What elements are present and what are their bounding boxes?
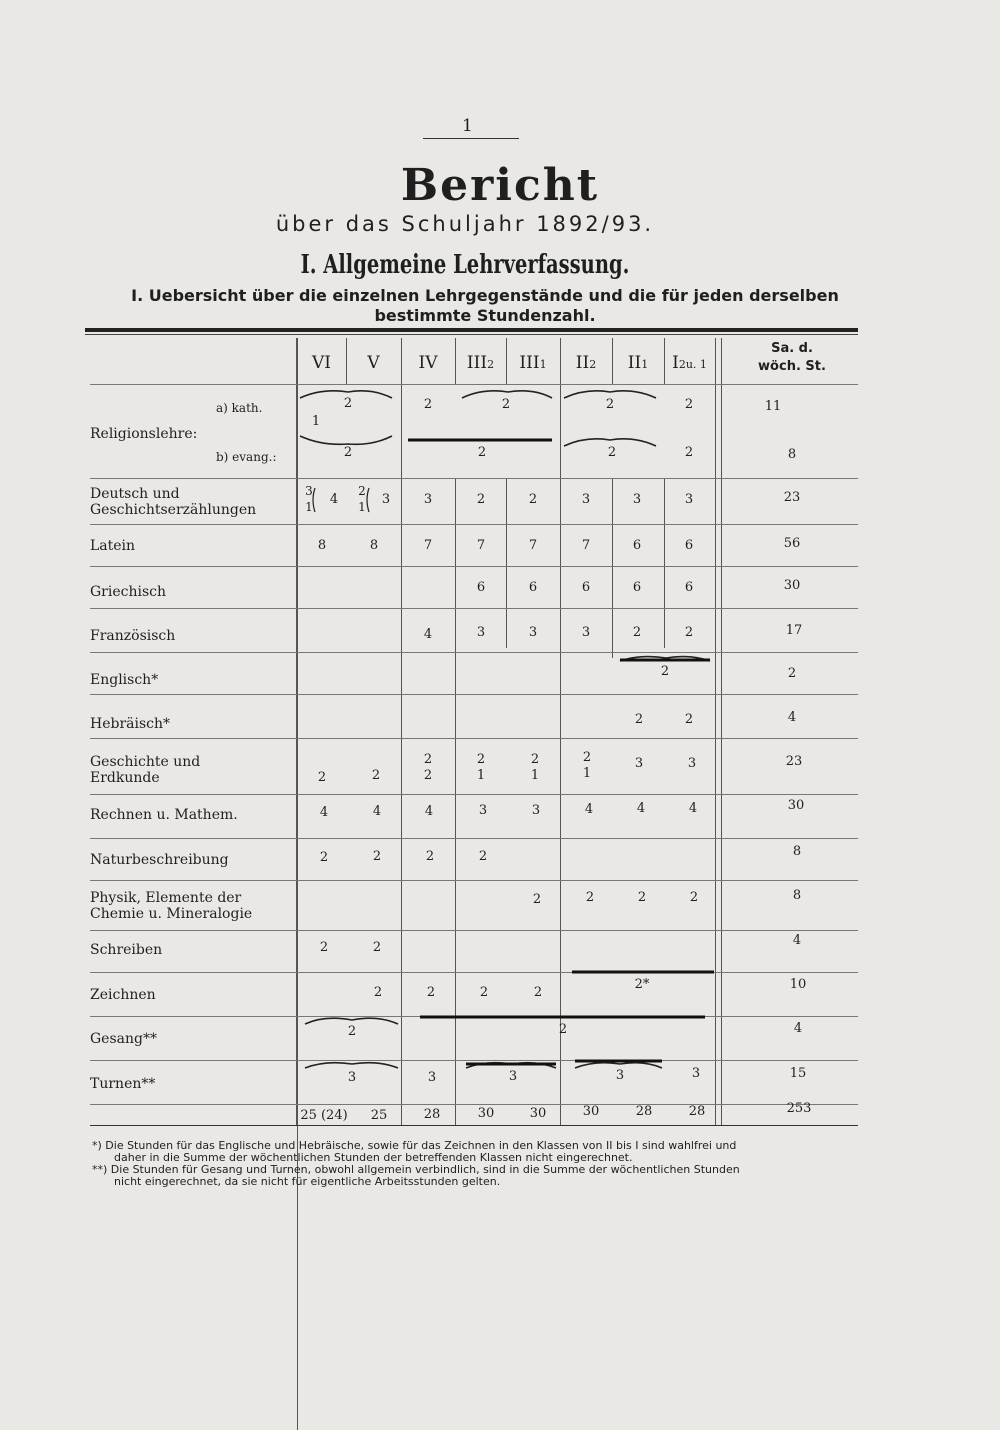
cell-turnen-sum: 15	[789, 1066, 807, 1081]
cell-total-iv: 28	[423, 1107, 441, 1122]
cell-evang-sum: 8	[787, 447, 797, 462]
col-header-i-sub: 2	[678, 358, 686, 371]
cell-kath-vi: 1	[311, 414, 321, 429]
cell-latein-iv: 7	[423, 538, 433, 553]
cell-gesch-ii2-b: 1	[582, 766, 592, 781]
col-header-v: V	[367, 353, 380, 373]
col-header-sum-line1: Sa. d.	[771, 341, 813, 356]
col-header-sum-line2: wöch. St.	[758, 359, 826, 374]
cell-latein-i: 6	[684, 538, 694, 553]
cell-hebr-i: 2	[684, 712, 694, 727]
cell-total-ii1: 28	[635, 1104, 653, 1119]
report-subtitle: über das Schuljahr 1892/93.	[275, 212, 655, 236]
cell-franz-iii1: 3	[528, 625, 538, 640]
cell-gesang-rest: 2	[558, 1022, 568, 1037]
cell-schreiben-v: 2	[372, 940, 382, 955]
col-header-vi: VI	[312, 353, 331, 373]
cell-kath-i: 2	[684, 397, 694, 412]
cell-total-ii2: 30	[582, 1104, 600, 1119]
col-header-ii1-main: II	[627, 353, 642, 373]
cell-griechisch-ii1: 6	[632, 580, 642, 595]
cell-gesch-iii2-a: 2	[476, 752, 486, 767]
cell-gesch-ii1: 3	[634, 756, 644, 771]
cell-latein-ii1: 6	[632, 538, 642, 553]
cell-turnen-iii: 3	[508, 1069, 518, 1084]
cell-deutsch-iii2: 2	[476, 492, 486, 507]
cell-kath-iv: 2	[423, 397, 433, 412]
cell-gesch-sum: 23	[785, 754, 803, 769]
row-label-franzoesisch: Französisch	[90, 628, 176, 644]
footnote-2a: **) Die Stunden für Gesang und Turnen, obwohl allgemein verbindlich, sind in die Summe der wöchentlichen Stunden	[92, 1163, 740, 1176]
cell-deutsch-i: 3	[684, 492, 694, 507]
cell-deutsch-vi: 4	[329, 492, 339, 507]
cell-total-vi: 25 (24)	[300, 1108, 348, 1123]
cell-total-iii1: 30	[529, 1106, 547, 1121]
cell-latein-ii2: 7	[581, 538, 591, 553]
cell-deutsch-vi-b: 1	[305, 500, 313, 514]
col-header-i-mid: u.	[685, 358, 700, 371]
cell-englisch-sum: 2	[787, 666, 797, 681]
cell-franz-sum: 17	[785, 623, 803, 638]
cell-deutsch-v-a: 2	[358, 484, 366, 498]
cell-deutsch-iii1: 2	[528, 492, 538, 507]
row-label-evang: b) evang.:	[216, 450, 277, 464]
cell-deutsch-v-b: 1	[358, 500, 366, 514]
cell-kath-iii: 2	[501, 397, 511, 412]
cell-zeichnen-ii-i: 2*	[634, 977, 650, 992]
col-header-iii2-sub: 2	[487, 358, 495, 371]
cell-turnen-ii: 3	[615, 1068, 625, 1083]
cell-rechnen-iii2: 3	[478, 803, 488, 818]
footnote-1a: *) Die Stunden für das Englische und Hebräische, sowie für das Zeichnen in den Klassen von II bis I sind wahlfrei und	[92, 1139, 737, 1152]
cell-franz-ii1: 2	[632, 625, 642, 640]
col-header-iii1-sub: 1	[539, 358, 547, 371]
row-label-zeichnen: Zeichnen	[90, 987, 156, 1003]
cell-deutsch-v: 3	[381, 492, 391, 507]
table-heading-line1: I. Uebersicht über die einzelnen Lehrgegenstände und die für jeden derselben	[131, 286, 839, 305]
row-label-griechisch: Griechisch	[90, 584, 167, 600]
cell-schreiben-sum: 4	[792, 933, 802, 948]
row-label-physik-1: Physik, Elemente der	[90, 890, 242, 906]
cell-rechnen-sum: 30	[787, 798, 805, 813]
cell-gesch-iii1-b: 1	[530, 768, 540, 783]
cell-kath-vi-v: 2	[343, 396, 353, 411]
row-label-natur: Naturbeschreibung	[90, 852, 229, 868]
cell-natur-v: 2	[372, 849, 382, 864]
cell-kath-sum: 11	[764, 399, 782, 414]
cell-rechnen-ii2: 4	[584, 802, 594, 817]
cell-physik-i: 2	[689, 890, 699, 905]
col-header-ii1-sub: 1	[641, 358, 649, 371]
cell-rechnen-ii1: 4	[636, 801, 646, 816]
cell-evang-ii: 2	[607, 445, 617, 460]
cell-deutsch-ii1: 3	[632, 492, 642, 507]
cell-physik-ii2: 2	[585, 890, 595, 905]
cell-latein-vi: 8	[317, 538, 327, 553]
cell-griechisch-i: 6	[684, 580, 694, 595]
cell-total-iii2: 30	[477, 1106, 495, 1121]
row-label-geschichte-1: Geschichte und	[90, 754, 201, 770]
cell-gesch-i: 3	[687, 756, 697, 771]
cell-gesch-iii1-a: 2	[530, 752, 540, 767]
cell-latein-iii2: 7	[476, 538, 486, 553]
cell-kath-ii: 2	[605, 397, 615, 412]
cell-rechnen-vi: 4	[319, 805, 329, 820]
row-label-religion: Religionslehre:	[90, 426, 198, 442]
cell-latein-v: 8	[369, 538, 379, 553]
row-label-hebraeisch: Hebräisch*	[90, 716, 171, 732]
cell-zeichnen-iv: 2	[426, 985, 436, 1000]
cell-franz-i: 2	[684, 625, 694, 640]
row-label-turnen: Turnen**	[90, 1076, 156, 1092]
row-label-englisch: Englisch*	[90, 672, 159, 688]
cell-griechisch-iii1: 6	[528, 580, 538, 595]
cell-deutsch-sum: 23	[783, 490, 801, 505]
row-label-deutsch-1: Deutsch und	[90, 486, 180, 502]
cell-natur-iii2: 2	[478, 849, 488, 864]
cell-franz-iii2: 3	[476, 625, 486, 640]
cell-franz-iv: 4	[423, 627, 433, 642]
col-header-ii2-sub: 2	[589, 358, 597, 371]
cell-evang-vi-v: 2	[343, 445, 353, 460]
cell-physik-sum: 8	[792, 888, 802, 903]
cell-gesch-v: 2	[371, 768, 381, 783]
report-title: Bericht	[400, 160, 600, 211]
cell-gesch-iv-b: 2	[423, 768, 433, 783]
cell-zeichnen-sum: 10	[789, 977, 807, 992]
cell-hebr-ii1: 2	[634, 712, 644, 727]
cell-deutsch-ii2: 3	[581, 492, 591, 507]
cell-griechisch-iii2: 6	[476, 580, 486, 595]
cell-zeichnen-v: 2	[373, 985, 383, 1000]
row-label-physik-2: Chemie u. Mineralogie	[90, 906, 253, 922]
cell-gesang-sum: 4	[793, 1021, 803, 1036]
cell-gesch-iv-a: 2	[423, 752, 433, 767]
row-label-gesang: Gesang**	[90, 1031, 157, 1047]
row-label-schreiben: Schreiben	[90, 942, 163, 958]
footnote-1b: daher in die Summe der wöchentlichen Stunden der betreffenden Klassen nicht eingerechnet.	[114, 1151, 633, 1164]
cell-turnen-iv: 3	[427, 1070, 437, 1085]
footnote-2b: nicht eingerechnet, da sie nicht für eigentliche Arbeitsstunden gelten.	[114, 1175, 501, 1188]
cell-physik-iii1: 2	[532, 892, 542, 907]
row-label-latein: Latein	[90, 538, 136, 554]
cell-deutsch-iv: 3	[423, 492, 433, 507]
cell-gesang-vi-v: 2	[347, 1024, 357, 1039]
cell-franz-ii2: 3	[581, 625, 591, 640]
cell-griechisch-sum: 30	[783, 578, 801, 593]
brace-turnen-vi-v	[305, 1063, 398, 1068]
cell-rechnen-v: 4	[372, 804, 382, 819]
row-label-geschichte-2: Erdkunde	[90, 770, 160, 786]
cell-rechnen-iv: 4	[424, 804, 434, 819]
cell-total-v: 25	[370, 1108, 388, 1123]
section-heading: I. Allgemeine Lehrverfassung.	[300, 250, 630, 280]
row-label-deutsch-2: Geschichtserzählungen	[90, 502, 257, 518]
cell-turnen-vi-v: 3	[347, 1070, 357, 1085]
cell-deutsch-vi-a: 3	[305, 484, 313, 498]
col-header-i-main: I	[672, 353, 679, 373]
cell-evang-iv-iii: 2	[477, 445, 487, 460]
cell-rechnen-i: 4	[688, 801, 698, 816]
col-header-iii2-main: III	[466, 353, 488, 373]
cell-zeichnen-iii1: 2	[533, 985, 543, 1000]
cell-natur-vi: 2	[319, 850, 329, 865]
cell-gesch-vi: 2	[317, 770, 327, 785]
cell-englisch-ii1-i: 2	[660, 664, 670, 679]
cell-evang-i: 2	[684, 445, 694, 460]
cell-latein-sum: 56	[783, 536, 801, 551]
cell-schreiben-vi: 2	[319, 940, 329, 955]
cell-gesch-iii2-b: 1	[476, 768, 486, 783]
cell-total-sum: 253	[786, 1101, 812, 1116]
col-header-iii1-main: III	[519, 353, 540, 373]
cell-griechisch-ii2: 6	[581, 580, 591, 595]
cell-latein-iii1: 7	[528, 538, 538, 553]
cell-total-i: 28	[688, 1104, 706, 1119]
cell-natur-sum: 8	[792, 844, 802, 859]
brace-evang-vi-v	[300, 436, 392, 444]
cell-rechnen-iii1: 3	[531, 803, 541, 818]
col-header-ii2-main: II	[575, 353, 590, 373]
row-label-kath: a) kath.	[216, 401, 263, 415]
cell-gesch-ii2-a: 2	[582, 750, 592, 765]
table-heading-line2: bestimmte Stundenzahl.	[374, 306, 596, 325]
cell-zeichnen-iii2: 2	[479, 985, 489, 1000]
cell-hebr-sum: 4	[787, 710, 797, 725]
page-number: 1	[462, 116, 473, 136]
col-header-iv: IV	[418, 353, 438, 373]
cell-physik-ii1: 2	[637, 890, 647, 905]
row-label-rechnen: Rechnen u. Mathem.	[90, 807, 238, 823]
col-header-i-sub2: 1	[699, 358, 707, 371]
cell-turnen-i: 3	[691, 1066, 701, 1081]
cell-natur-iv: 2	[425, 849, 435, 864]
